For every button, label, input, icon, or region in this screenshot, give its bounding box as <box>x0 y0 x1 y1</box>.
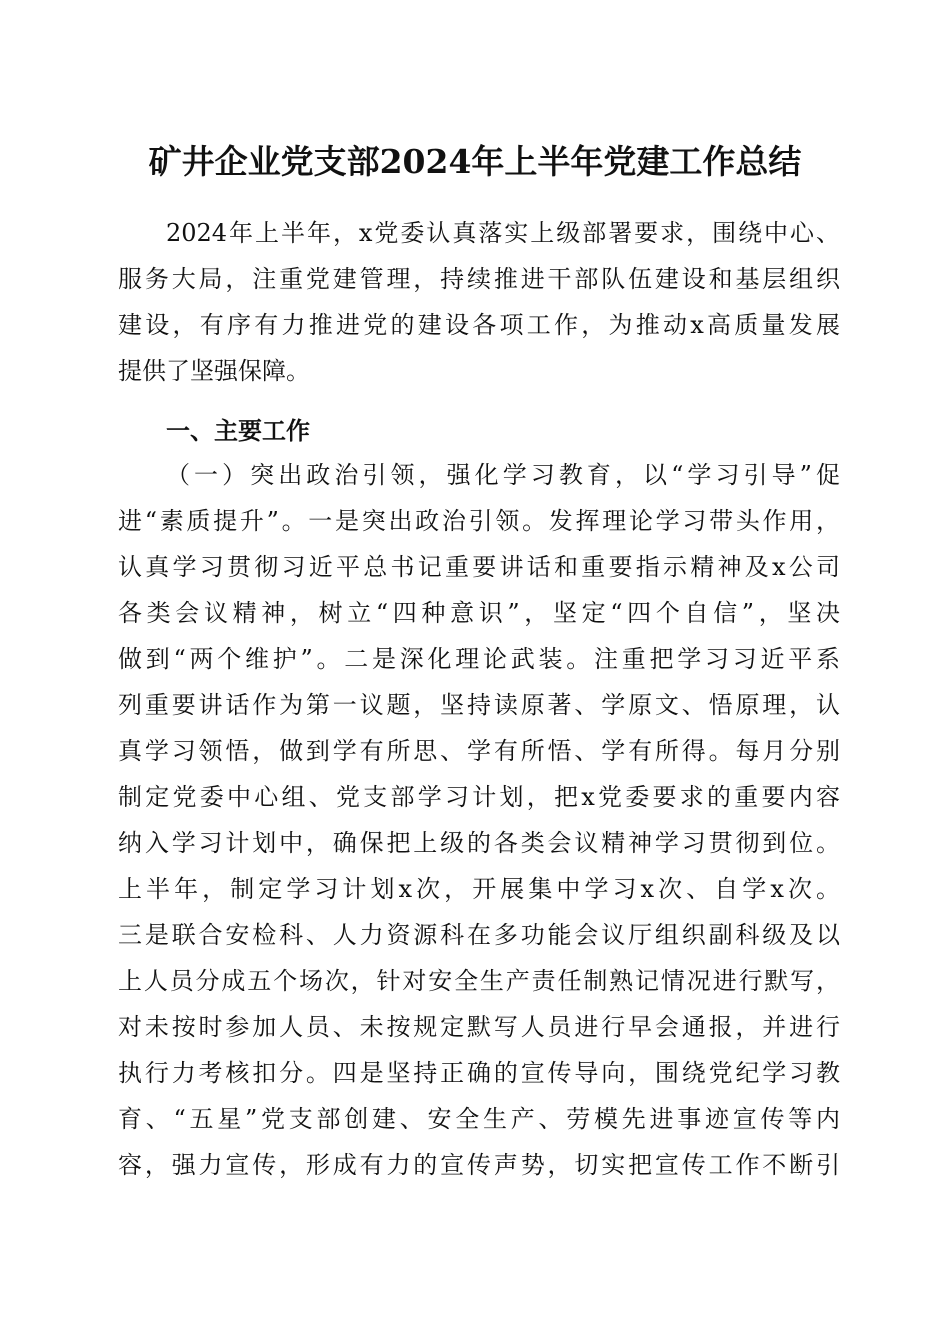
body-line: （一）突出政治引领，强化学习教育，以“学习引导”促 <box>166 461 840 489</box>
document-title: 矿井企业党支部2024年上半年党建工作总结 <box>148 142 802 181</box>
body-line: 制定党委中心组、党支部学习计划，把x党委要求的重要内容 <box>118 783 840 811</box>
intro-line: 建设，有序有力推进党的建设各项工作，为推动x高质量发展 <box>118 311 840 339</box>
body-line: 执行力考核扣分。四是坚持正确的宣传导向，围绕党纪学习教 <box>118 1059 840 1087</box>
body-line: 进“素质提升”。一是突出政治引领。发挥理论学习带头作用， <box>118 507 840 535</box>
body-line: 各类会议精神，树立“四种意识”，坚定“四个自信”，坚决 <box>118 599 840 627</box>
body-line: 对未按时参加人员、未按规定默写人员进行早会通报，并进行 <box>118 1013 840 1041</box>
body-line: 列重要讲话作为第一议题，坚持读原著、学原文、悟原理，认 <box>118 691 840 719</box>
body-line: 认真学习贯彻习近平总书记重要讲话和重要指示精神及x公司 <box>118 553 840 581</box>
body-line: 上人员分成五个场次，针对安全生产责任制熟记情况进行默写， <box>118 967 840 995</box>
body-line: 纳入学习计划中，确保把上级的各类会议精神学习贯彻到位。 <box>118 829 840 857</box>
body-line: 上半年，制定学习计划x次，开展集中学习x次、自学x次。 <box>118 875 840 903</box>
section-heading: 一、主要工作 <box>166 416 310 445</box>
intro-line: 服务大局，注重党建管理，持续推进干部队伍建设和基层组织 <box>118 265 840 293</box>
body-line: 三是联合安检科、人力资源科在多功能会议厅组织副科级及以 <box>118 921 840 949</box>
intro-line: 提供了坚强保障。 <box>118 357 310 385</box>
body-line: 真学习领悟，做到学有所思、学有所悟、学有所得。每月分别 <box>118 737 840 765</box>
body-line: 做到“两个维护”。二是深化理论武装。注重把学习习近平系 <box>118 645 840 673</box>
body-line: 育、“五星”党支部创建、安全生产、劳模先进事迹宣传等内 <box>118 1105 840 1133</box>
body-line: 容，强力宣传，形成有力的宣传声势，切实把宣传工作不断引 <box>118 1151 840 1179</box>
intro-line: 2024年上半年，x党委认真落实上级部署要求，围绕中心、 <box>166 219 840 247</box>
